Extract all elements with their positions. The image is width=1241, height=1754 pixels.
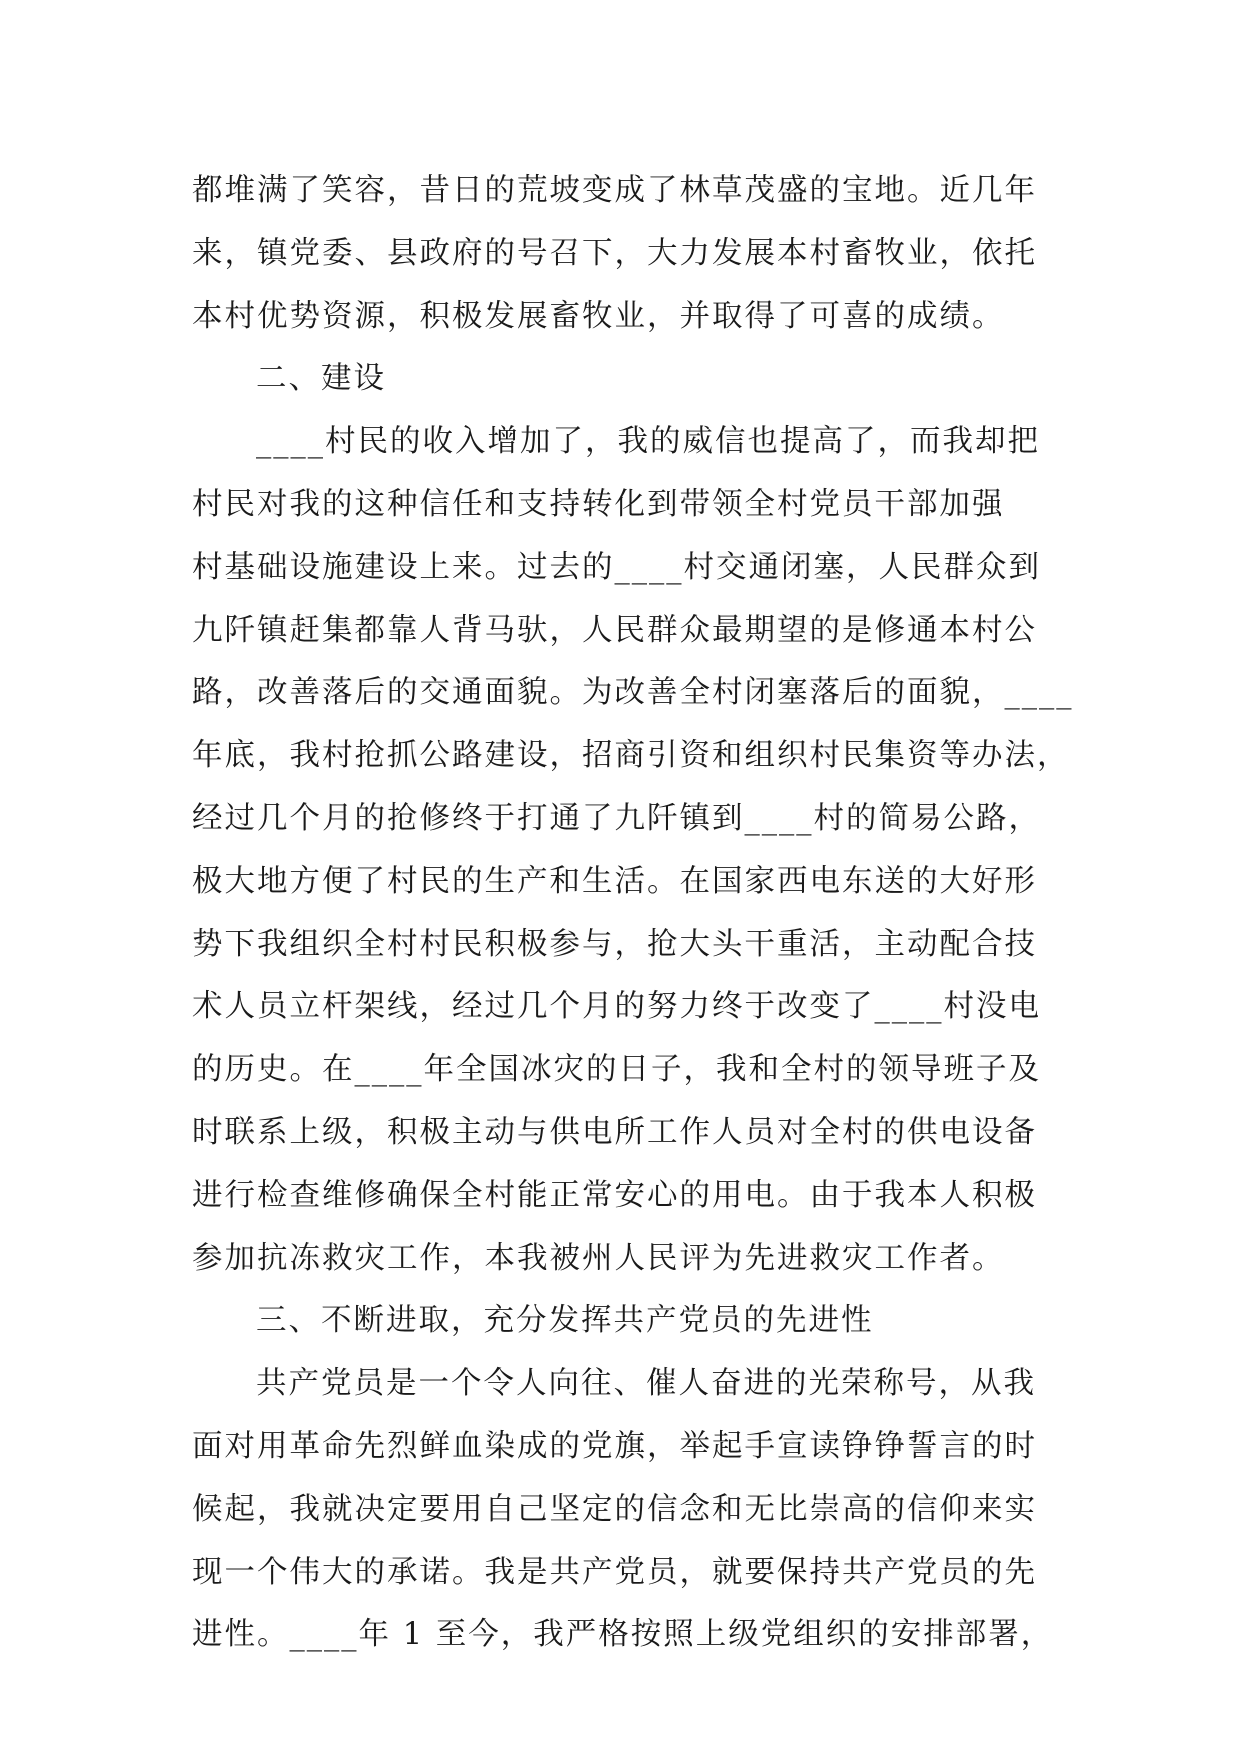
text-line: 来，镇党委、县政府的号召下，大力发展本村畜牧业，依托: [192, 235, 1037, 271]
text-line: 村民对我的这种信任和支持转化到带领全村党员干部加强: [192, 486, 1005, 522]
text-line: 面对用革命先烈鲜血染成的党旗，举起手宣读铮铮誓言的时: [192, 1428, 1037, 1464]
text-line: 二、建设: [256, 361, 386, 397]
text-line: 共产党员是一个令人向往、催人奋进的光荣称号，从我: [256, 1366, 1036, 1402]
text-line: 极大地方便了村民的生产和生活。在国家西电东送的大好形: [192, 863, 1037, 899]
text-line: 村基础设施建设上来。过去的____村交通闭塞，人民群众到: [192, 549, 1041, 585]
text-line: 候起，我就决定要用自己坚定的信念和无比崇高的信仰来实: [192, 1491, 1037, 1527]
text-line: 本村优势资源，积极发展畜牧业，并取得了可喜的成绩。: [192, 298, 1005, 334]
text-line: 术人员立杆架线，经过几个月的努力终于改变了____村没电: [192, 989, 1041, 1025]
text-line: 参加抗冻救灾工作，本我被州人民评为先进救灾工作者。: [192, 1240, 1005, 1276]
text-line: 时联系上级，积极主动与供电所工作人员对全村的供电设备: [192, 1114, 1037, 1150]
text-line: 进行检查维修确保全村能正常安心的用电。由于我本人积极: [192, 1177, 1037, 1213]
text-line: 的历史。在____年全国冰灾的日子，我和全村的领导班子及: [192, 1052, 1041, 1088]
text-line: 路，改善落后的交通面貌。为改善全村闭塞落后的面貌，____: [192, 675, 1074, 711]
text-line: 九阡镇赶集都靠人背马驮，人民群众最期望的是修通本村公: [192, 612, 1037, 648]
text-line: 都堆满了笑容，昔日的荒坡变成了林草茂盛的宝地。近几年: [192, 173, 1037, 208]
text-line: 三、不断进取，充分发挥共产党员的先进性: [256, 1303, 874, 1339]
text-line: ____村民的收入增加了，我的威信也提高了，而我却把: [256, 424, 1040, 460]
text-line: 年底，我村抢抓公路建设，招商引资和组织村民集资等办法，: [192, 738, 1070, 774]
text-line: 经过几个月的抢修终于打通了九阡镇到____村的简易公路，: [192, 800, 1041, 836]
document-body: [192, 160, 1074, 1667]
text-line: 势下我组织全村村民积极参与，抢大头干重活，主动配合技: [192, 926, 1037, 962]
text-line: 现一个伟大的承诺。我是共产党员，就要保持共产党员的先: [192, 1554, 1037, 1590]
text-line: 进性。____年 1 至今，我严格按照上级党组织的安排部署，: [192, 1617, 1054, 1653]
